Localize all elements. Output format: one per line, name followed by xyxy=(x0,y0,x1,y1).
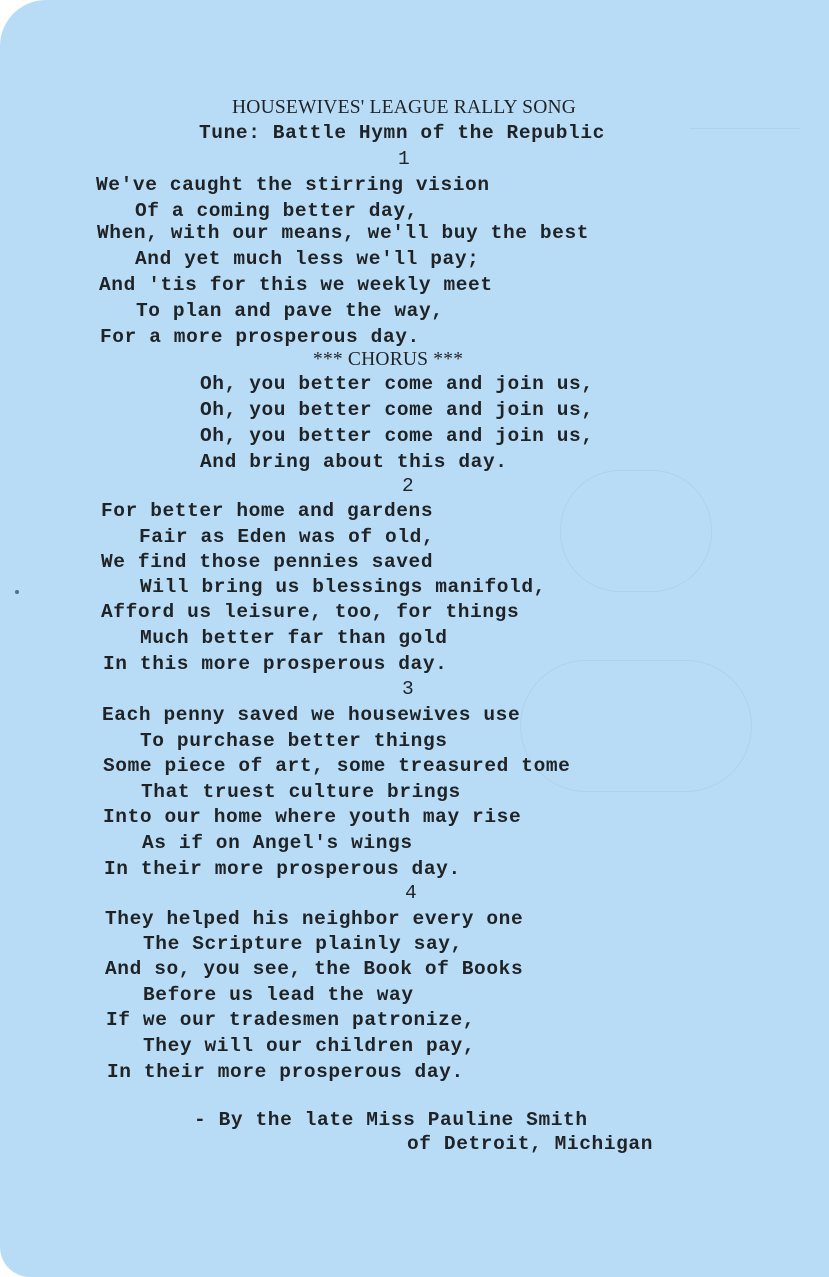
verse-number: 4 xyxy=(405,882,418,904)
chorus-line: And bring about this day. xyxy=(200,451,508,473)
verse-line: Will bring us blessings manifold, xyxy=(140,576,546,598)
verse-number: 2 xyxy=(402,475,415,497)
chorus-line: Oh, you better come and join us, xyxy=(200,399,594,421)
verse-line: If we our tradesmen patronize, xyxy=(106,1009,476,1031)
verse-line: They helped his neighbor every one xyxy=(105,908,524,930)
verse-line: They will our children pay, xyxy=(143,1035,476,1057)
verse-line: In their more prosperous day. xyxy=(107,1061,464,1083)
bleed-through-mark xyxy=(560,470,712,592)
verse-line: And 'tis for this we weekly meet xyxy=(99,274,493,296)
chorus-heading: *** CHORUS *** xyxy=(313,349,464,370)
verse-line: We've caught the stirring vision xyxy=(96,174,490,196)
verse-line: Some piece of art, some treasured tome xyxy=(103,755,571,777)
verse-line: And so, you see, the Book of Books xyxy=(105,958,524,980)
song-title: HOUSEWIVES' LEAGUE RALLY SONG xyxy=(232,97,577,118)
paper-speck xyxy=(15,590,19,594)
verse-number: 3 xyxy=(402,678,415,700)
verse-line: We find those pennies saved xyxy=(101,551,434,573)
verse-line: The Scripture plainly say, xyxy=(143,933,463,955)
verse-line: And yet much less we'll pay; xyxy=(135,248,480,270)
attribution-author: - By the late Miss Pauline Smith xyxy=(194,1109,588,1131)
verse-line: Each penny saved we housewives use xyxy=(102,704,521,726)
verse-line: As if on Angel's wings xyxy=(142,832,413,854)
verse-line: Before us lead the way xyxy=(143,984,414,1006)
verse-line: Fair as Eden was of old, xyxy=(139,526,435,548)
verse-line: For better home and gardens xyxy=(101,500,434,522)
verse-line: In this more prosperous day. xyxy=(103,653,448,675)
verse-line: When, with our means, we'll buy the best xyxy=(97,222,590,244)
verse-line: Much better far than gold xyxy=(140,627,448,649)
verse-line: Of a coming better day, xyxy=(135,200,418,222)
verse-line: That truest culture brings xyxy=(141,781,461,803)
chorus-line: Oh, you better come and join us, xyxy=(200,425,594,447)
verse-line: To plan and pave the way, xyxy=(136,300,444,322)
verse-line: Afford us leisure, too, for things xyxy=(101,601,520,623)
bleed-through-mark xyxy=(690,128,800,159)
verse-line: Into our home where youth may rise xyxy=(103,806,522,828)
tune-line: Tune: Battle Hymn of the Republic xyxy=(199,122,605,144)
attribution-place: of Detroit, Michigan xyxy=(407,1133,654,1155)
verse-line: For a more prosperous day. xyxy=(100,326,420,348)
verse-line: In their more prosperous day. xyxy=(104,858,461,880)
verse-number: 1 xyxy=(398,148,411,170)
chorus-line: Oh, you better come and join us, xyxy=(200,373,594,395)
verse-line: To purchase better things xyxy=(140,730,448,752)
